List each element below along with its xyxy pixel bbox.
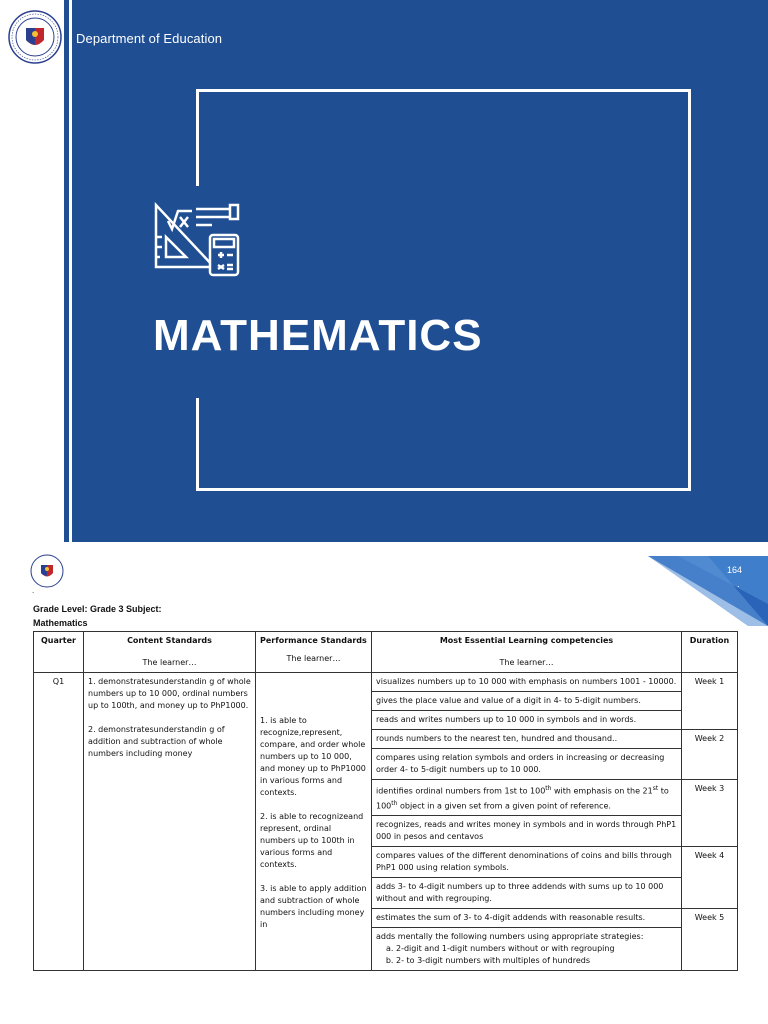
curriculum-page (0, 542, 768, 1024)
grade-level-label: Grade Level: Grade 3 Subject: (33, 604, 162, 614)
seal-dot: . (32, 586, 35, 595)
performance-standard-item: 3. is able to apply addition and subtraction of whole numbers including money in (260, 884, 367, 929)
header-melc: Most Essential Learning competencies The learner… (372, 632, 682, 673)
competency-cell: adds mentally the following numbers using appropriate strategies: a. 2-digit and 1-digit numbers without or with regrouping b. 2- to 3-digit numbers with multiples of hundreds (372, 928, 682, 971)
page-number: 164 (727, 565, 743, 575)
deped-seal-icon (8, 10, 62, 64)
quarter-cell: Q1 (34, 673, 84, 971)
duration-cell: Week 3 (682, 780, 738, 847)
corner-decoration (648, 556, 768, 626)
competency-cell: estimates the sum of 3- to 4-digit addends with reasonable results. (372, 909, 682, 928)
title-frame (196, 89, 691, 491)
deped-seal-small-icon (30, 554, 64, 588)
competency-cell: compares using relation symbols and orders in increasing or decreasing order 4- to 5-digit numbers up to 10 000. (372, 749, 682, 780)
content-standard-item: 2. demonstratesunderstandin g of addition and subtraction of whole numbers including money (88, 725, 225, 758)
table-row (34, 673, 738, 692)
header-duration: Duration (682, 632, 738, 673)
cover-stripe (64, 0, 69, 542)
header-quarter: Quarter (34, 632, 84, 673)
competency-cell: visualizes numbers up to 10 000 with emphasis on numbers 1001 - 10000. (372, 673, 682, 692)
frame-left-bottom (196, 398, 199, 488)
subject-label: Mathematics (33, 618, 88, 628)
competency-cell: recognizes, reads and writes money in symbols and in words through PhP1 000 in pesos and centavos (372, 816, 682, 847)
page-number-dot: . (737, 579, 740, 589)
content-standards-cell (84, 673, 256, 971)
list-item: b. 2- to 3-digit numbers with multiples of hundreds (396, 955, 677, 967)
content-standard-item: 1. demonstratesunderstandin g of whole numbers up to 10 000, ordinal numbers up to 100th, and money up to PhP1000. (88, 677, 251, 710)
competency-cell: gives the place value and value of a digit in 4- to 5-digit numbers. (372, 692, 682, 711)
competency-cell: rounds numbers to the nearest ten, hundred and thousand.. (372, 730, 682, 749)
frame-left-top (196, 89, 199, 186)
competency-cell: identifies ordinal numbers from 1st to 100th with emphasis on the 21st to 100th object in a given set from a given point of reference. (372, 780, 682, 816)
cover-title: MATHEMATICS (153, 311, 483, 360)
header-content-standards: Content Standards The learner… (84, 632, 256, 673)
competency-cell: adds 3- to 4-digit numbers up to three addends with sums up to 10 000 without and with regrouping. (372, 878, 682, 909)
table-header-row (34, 632, 738, 673)
math-tools-icon (152, 199, 242, 279)
performance-standard-item: 1. is able to recognize,represent, compare, and order whole numbers up to 10 000, and money up to PhP1000 in various forms and contexts. (260, 716, 366, 797)
strategy-list (376, 943, 677, 967)
header-performance-standards: Performance Standards The learner… (256, 632, 372, 673)
duration-cell: Week 5 (682, 909, 738, 971)
performance-standard-item: 2. is able to recognizeand represent, ordinal numbers up to 100th in various forms and contexts. (260, 812, 364, 869)
department-name: Department of Education (76, 31, 223, 46)
performance-standards-cell (256, 673, 372, 971)
competency-cell: compares values of the different denominations of coins and bills through PhP1 000 using relation symbols. (372, 847, 682, 878)
duration-cell: Week 2 (682, 730, 738, 780)
competency-cell: reads and writes numbers up to 10 000 in symbols and in words. (372, 711, 682, 730)
curriculum-table (33, 631, 738, 971)
list-item: a. 2-digit and 1-digit numbers without or with regrouping (396, 943, 677, 955)
duration-cell: Week 4 (682, 847, 738, 909)
duration-cell: Week 1 (682, 673, 738, 730)
